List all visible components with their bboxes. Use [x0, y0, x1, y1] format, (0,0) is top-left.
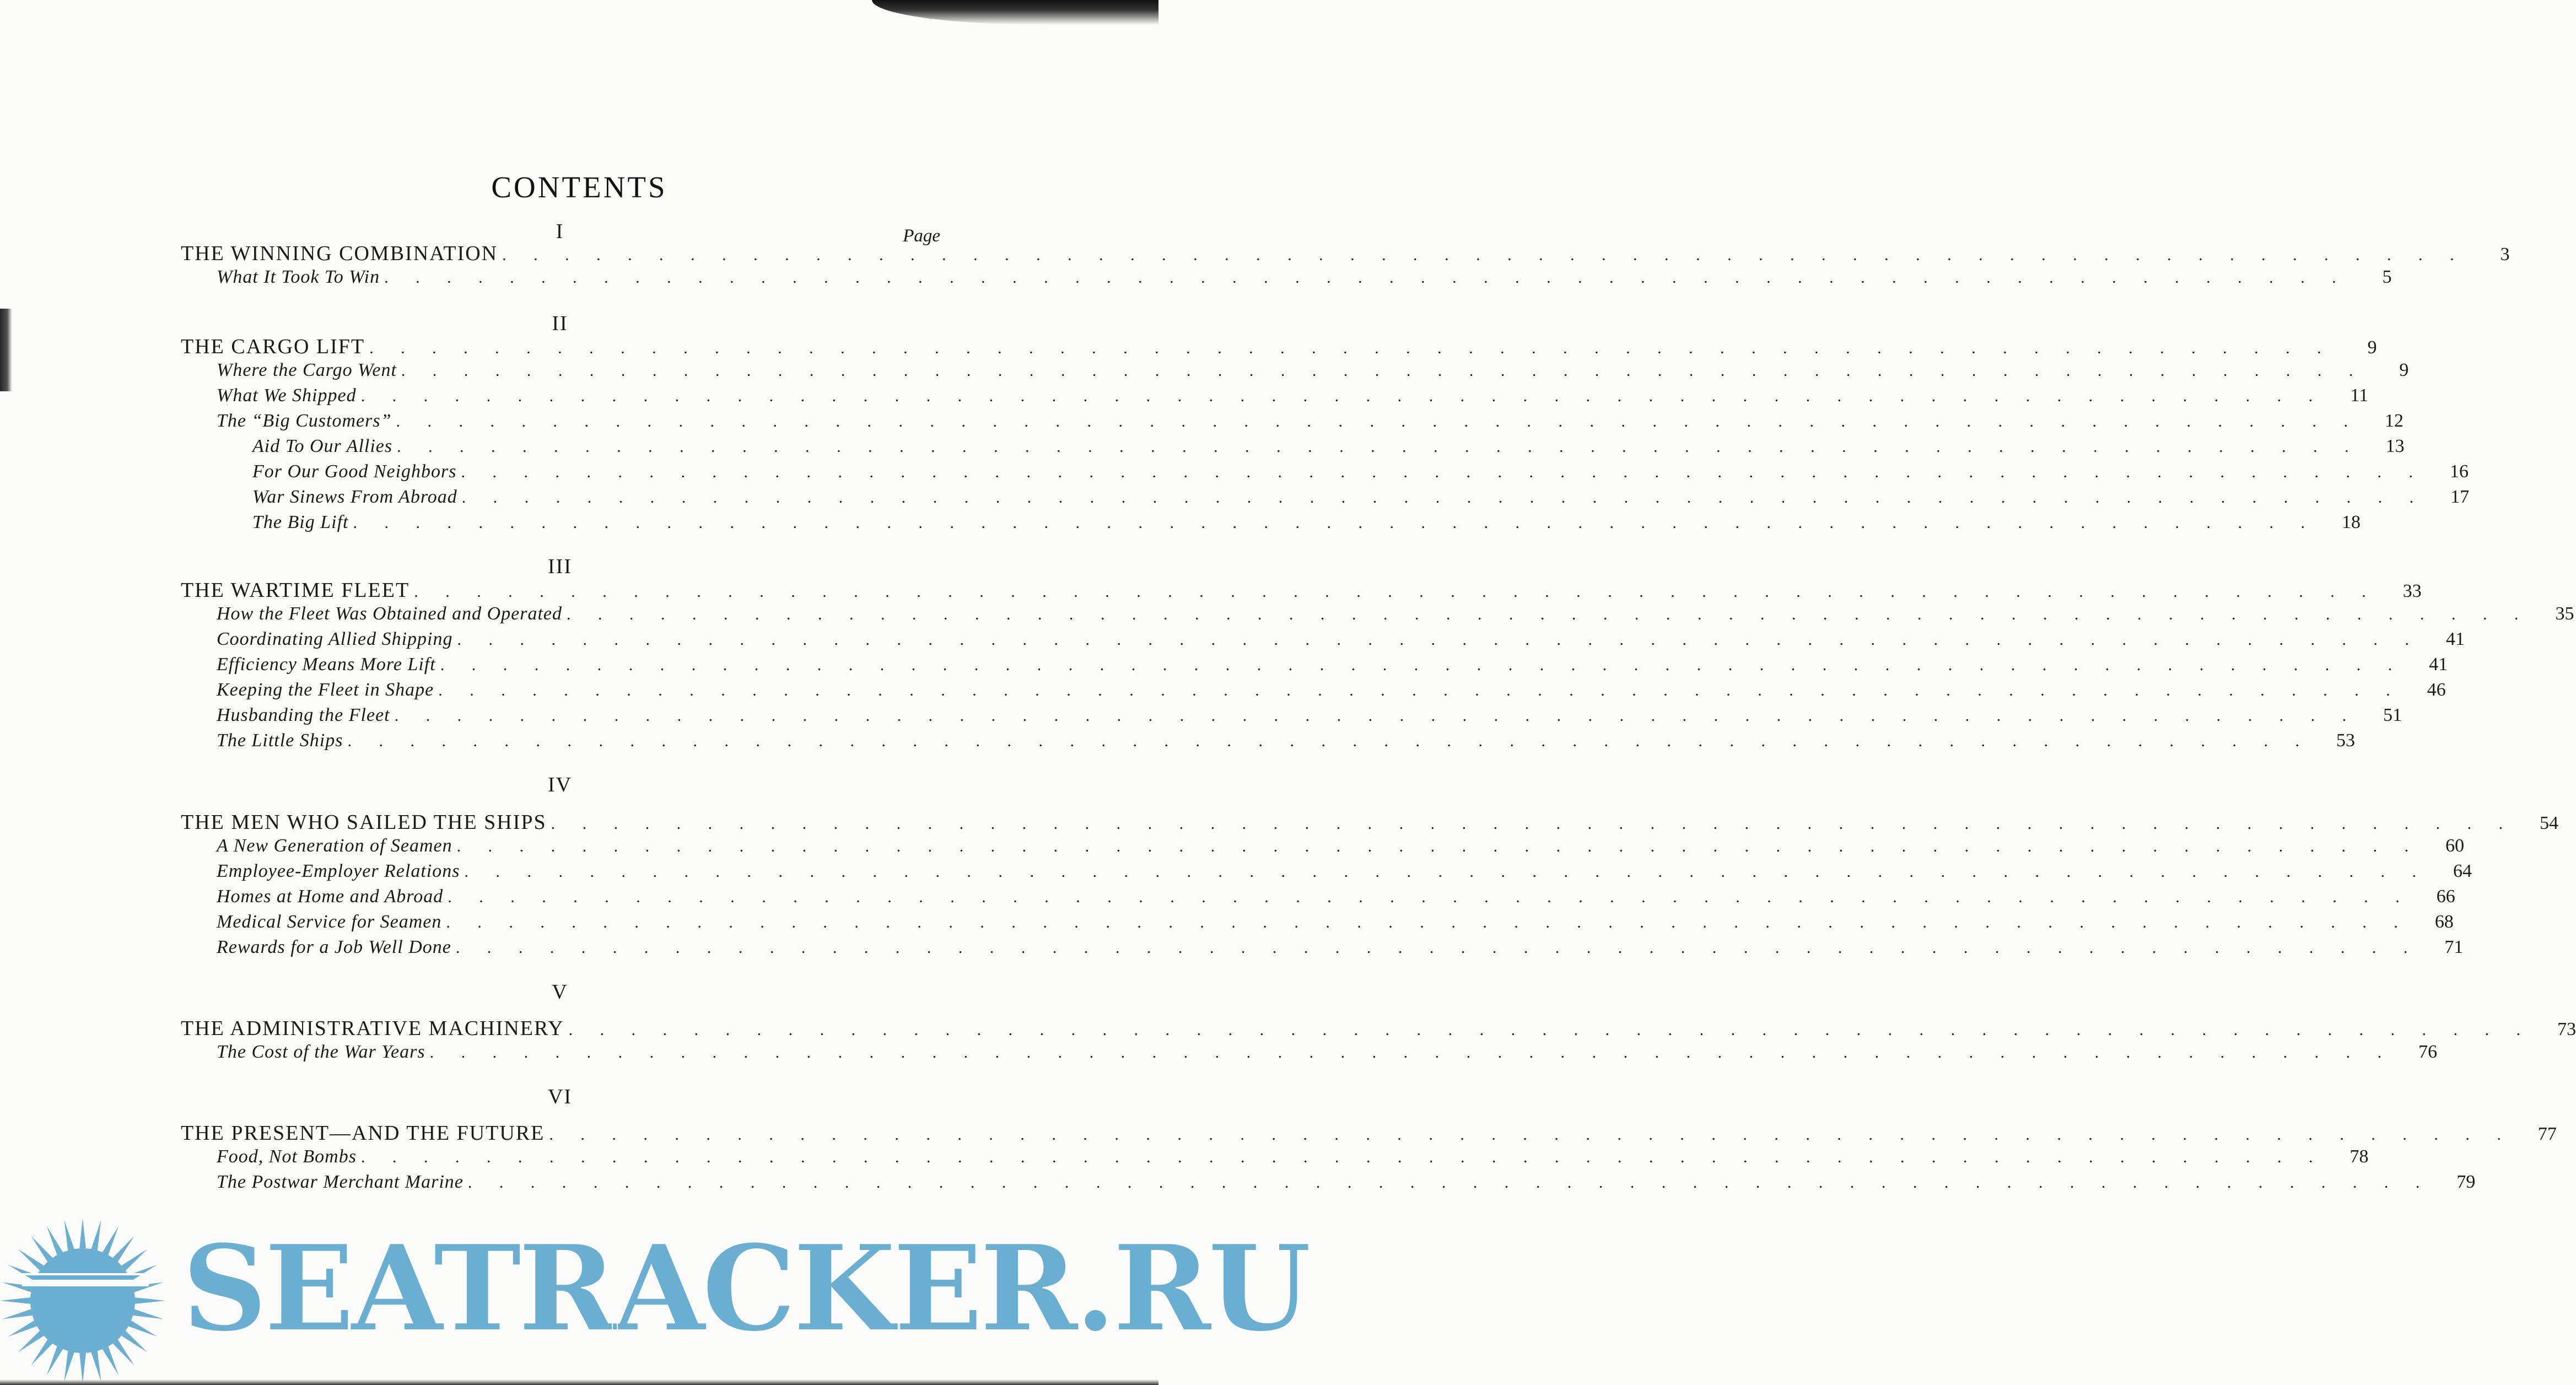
toc-entry-title: THE CARGO LIFT: [181, 335, 365, 358]
toc-page-number: 51: [2383, 705, 2402, 725]
dot-leader: [353, 514, 2316, 532]
toc-entry-title: War Sinews From Abroad: [252, 487, 457, 507]
toc-section-row: [217, 730, 2355, 751]
toc-section-row: [252, 436, 2405, 457]
dot-leader: [462, 488, 2426, 507]
toc-entry-title: The “Big Customers”: [217, 411, 392, 431]
dot-leader: [347, 732, 2311, 751]
toc-page-number: 18: [2341, 512, 2361, 532]
toc-entry-title: Husbanding the Fleet: [217, 705, 390, 725]
toc-section-row: [217, 1172, 2476, 1193]
watermark-text: SEATRACKER.RU: [182, 1219, 1308, 1358]
toc-entry-title: THE WINNING COMBINATION: [181, 242, 498, 265]
toc-section-row: [217, 411, 2403, 432]
dot-leader: [397, 438, 2361, 456]
part-numeral: III: [548, 555, 572, 578]
dot-leader: [464, 863, 2428, 881]
toc-page-number: 71: [2444, 937, 2464, 957]
toc-page-number: 66: [2436, 886, 2455, 907]
dot-leader: [361, 1148, 2325, 1167]
toc-section-row: [217, 937, 2464, 958]
toc-chapter-row: [181, 1121, 2557, 1145]
toc-page-number: 41: [2429, 654, 2448, 675]
toc-entry-title: What We Shipped: [217, 385, 357, 406]
dot-leader: [457, 837, 2421, 856]
toc-section-row: [217, 1146, 2369, 1167]
toc-page-number: 53: [2336, 730, 2355, 751]
toc-page-number: 16: [2450, 461, 2469, 482]
toc-section-row: [252, 512, 2361, 533]
toc-entry-title: What It Took To Win: [217, 267, 380, 287]
toc-chapter-row: [181, 241, 2510, 266]
toc-entry-title: For Our Good Neighbors: [252, 461, 457, 482]
toc-section-row: [217, 861, 2472, 882]
dot-leader: [395, 707, 2358, 725]
toc-chapter-row: [181, 1016, 2576, 1041]
part-numeral: I: [556, 220, 564, 243]
toc-section-row: [217, 629, 2465, 650]
toc-entry-title: The Little Ships: [217, 730, 343, 751]
toc-chapter-row: [181, 810, 2559, 834]
toc-section-row: [217, 267, 2392, 288]
dot-leader: [384, 268, 2348, 287]
dot-leader: [361, 387, 2325, 406]
toc-section-row: [217, 836, 2465, 856]
toc-entry-title: Homes at Home and Abroad: [217, 886, 444, 907]
dot-leader: [438, 681, 2402, 700]
toc-entry-title: Employee-Employer Relations: [217, 861, 460, 881]
toc-entry-title: Medical Service for Seamen: [217, 912, 442, 932]
toc-page-number: 11: [2350, 385, 2369, 406]
toc-section-row: [252, 487, 2470, 508]
toc-page-number: 35: [2555, 603, 2574, 624]
dot-leader: [440, 656, 2404, 675]
toc-section-row: [217, 886, 2455, 907]
toc-page-number: 5: [2382, 267, 2392, 287]
dot-leader: [414, 583, 2378, 601]
toc-page-number: 46: [2427, 680, 2446, 700]
toc-page-number: 60: [2445, 836, 2465, 856]
toc-page-number: 64: [2453, 861, 2472, 881]
toc-chapter-row: [181, 578, 2422, 602]
toc-page-number: 12: [2385, 411, 2403, 431]
toc-entry-title: Aid To Our Allies: [252, 436, 393, 456]
toc-section-row: [217, 385, 2369, 406]
toc-entry-title: The Postwar Merchant Marine: [217, 1172, 464, 1192]
toc-entry-title: Keeping the Fleet in Shape: [217, 680, 434, 700]
dot-leader: [430, 1043, 2394, 1062]
toc-entry-title: The Big Lift: [252, 512, 349, 532]
dot-leader: [461, 463, 2425, 482]
toc-page-number: 9: [2367, 337, 2377, 358]
toc-page-number: 78: [2349, 1146, 2369, 1167]
toc-page-number: 77: [2537, 1124, 2557, 1144]
toc-page-number: 17: [2450, 487, 2470, 507]
toc-page-number: 68: [2434, 912, 2454, 932]
dot-leader: [446, 913, 2410, 932]
toc-section-row: [217, 654, 2448, 675]
toc-entry-title: THE ADMINISTRATIVE MACHINERY: [181, 1017, 564, 1040]
toc-page-number: 54: [2540, 813, 2559, 833]
part-numeral: VI: [547, 1085, 573, 1108]
toc-page-number: 9: [2399, 360, 2409, 380]
dot-leader: [569, 1021, 2532, 1039]
toc-section-row: [217, 912, 2454, 933]
toc-entry-title: Where the Cargo Went: [217, 360, 397, 380]
toc-page-number: 33: [2402, 581, 2422, 601]
toc-chapter-row: [181, 335, 2377, 359]
dot-leader: [396, 412, 2360, 431]
toc-entry-title: THE WARTIME FLEET: [181, 579, 410, 602]
toc-entry-title: How the Fleet Was Obtained and Operated: [217, 603, 562, 624]
toc-entry-title: THE PRESENT—AND THE FUTURE: [181, 1122, 545, 1145]
sun-icon: [0, 1218, 176, 1383]
page-column-label: Page: [903, 226, 940, 246]
watermark: [0, 1212, 1308, 1385]
toc-page-number: 13: [2385, 436, 2405, 456]
dot-leader: [549, 1125, 2513, 1144]
toc-section-row: [252, 461, 2469, 482]
toc-page-number: 76: [2418, 1042, 2438, 1062]
toc-entry-title: A New Generation of Seamen: [217, 836, 452, 856]
dot-leader: [369, 339, 2333, 358]
dot-leader: [468, 1173, 2432, 1192]
toc-entry-title: The Cost of the War Years: [217, 1042, 425, 1062]
toc-entry-title: Efficiency Means More Lift: [217, 654, 436, 675]
toc-section-row: [217, 1042, 2438, 1063]
dot-leader: [448, 888, 2411, 907]
toc-section-row: [217, 603, 2574, 624]
toc-page-number: 3: [2500, 244, 2510, 265]
toc-section-row: [217, 680, 2446, 700]
toc-section-row: [217, 360, 2409, 381]
toc-entry-title: Rewards for a Job Well Done: [217, 937, 451, 957]
dot-leader: [401, 362, 2365, 380]
toc-page-number: 73: [2557, 1019, 2576, 1039]
dot-leader: [551, 815, 2515, 833]
page-title: CONTENTS: [491, 170, 667, 204]
part-numeral: V: [552, 980, 568, 1004]
toc-entry-title: Coordinating Allied Shipping: [217, 629, 453, 649]
toc-section-row: [217, 705, 2402, 726]
part-numeral: IV: [547, 773, 573, 796]
part-numeral: II: [552, 312, 568, 335]
dot-leader: [457, 630, 2421, 649]
toc-page-number: 79: [2456, 1172, 2476, 1192]
dot-leader: [456, 939, 2419, 957]
toc-page-number: 41: [2445, 629, 2465, 649]
dot-leader: [502, 246, 2466, 265]
toc-entry-title: THE MEN WHO SAILED THE SHIPS: [181, 811, 547, 834]
dot-leader: [567, 605, 2530, 624]
toc-entry-title: Food, Not Bombs: [217, 1146, 357, 1167]
